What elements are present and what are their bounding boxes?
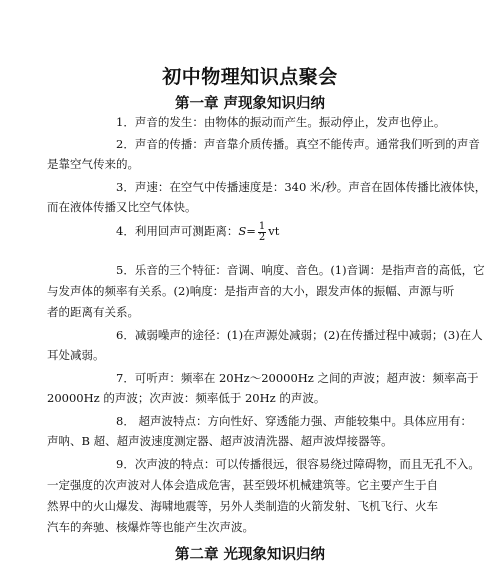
ch1-item-9-line-2: 一定强度的次声波对人体会造成危害，甚至毁坏机械建筑等。它主要产生于自 — [47, 478, 438, 492]
document-title: 初中物理知识点聚会 — [162, 66, 338, 88]
formula-fraction — [258, 222, 266, 243]
ch1-item-7-line-2: 20000Hz 的声波；次声波：频率低于 20Hz 的声波。 — [47, 391, 326, 405]
ch1-item-5-line-1: 5．乐音的三个特征：音调、响度、音色。(1)音调：是指声音的高低，它 — [116, 263, 485, 277]
ch1-item-1-line-1: 1．声音的发生：由物体的振动而产生。振动停止，发声也停止。 — [116, 115, 446, 129]
chapter-2-title: 第二章 光现象知识归纳 — [174, 546, 326, 563]
ch1-item-3-line-2: 而在液体传播又比空气体快。 — [47, 200, 197, 214]
ch1-item-9-line-4: 汽车的奔驰、核爆炸等也能产生次声波。 — [47, 520, 254, 534]
formula-equals: = — [246, 224, 256, 238]
ch1-item-8-line-1: 8． 超声波特点：方向性好、穿透能力强、声能较集中。具体应用有： — [116, 414, 472, 428]
ch1-item-2-line-1: 2．声音的传播：声音靠介质传播。真空不能传声。通常我们听到的声音 — [116, 137, 480, 151]
ch1-item-5-line-2: 与发声体的频率有关系。(2)响度：是指声音的大小，跟发声体的振幅、声源与听 — [47, 284, 455, 298]
ch1-item-6-line-2: 耳处减弱。 — [47, 348, 105, 362]
ch1-item-2-line-2: 是靠空气传来的。 — [47, 157, 139, 171]
ch1-item-9-line-3: 然界中的火山爆发、海啸地震等，另外人类制造的火箭发射、飞机飞行、火车 — [47, 499, 438, 513]
ch1-item-5-line-3: 者的距离有关系。 — [47, 305, 139, 319]
fraction-numerator: 1 — [258, 220, 266, 232]
formula-tail: vt — [268, 224, 280, 238]
ch1-item-4-text: 4．利用回声可测距离： — [116, 224, 239, 238]
fraction-denominator: 2 — [258, 231, 266, 243]
formula-variable-s: S — [238, 224, 247, 238]
ch1-item-7-line-1: 7．可听声：频率在 20Hz～20000Hz 之间的声波；超声波：频率高于 — [116, 371, 479, 385]
ch1-item-8-line-2: 声呐、B 超、超声波速度测定器、超声波清洗器、超声波焊接器等。 — [47, 434, 393, 448]
ch1-item-6-line-1: 6．减弱噪声的途径：(1)在声源处减弱；(2)在传播过程中减弱；(3)在人 — [116, 328, 483, 342]
chapter-1-title: 第一章 声现象知识归纳 — [174, 95, 326, 112]
ch1-item-4-line-1 — [116, 218, 279, 244]
ch1-item-3-line-1: 3．声速：在空气中传播速度是：340 米/秒。声音在固体传播比液体快， — [116, 180, 487, 194]
ch1-item-9-line-1: 9．次声波的特点：可以传播很远，很容易绕过障碍物，而且无孔不入。 — [116, 457, 480, 471]
